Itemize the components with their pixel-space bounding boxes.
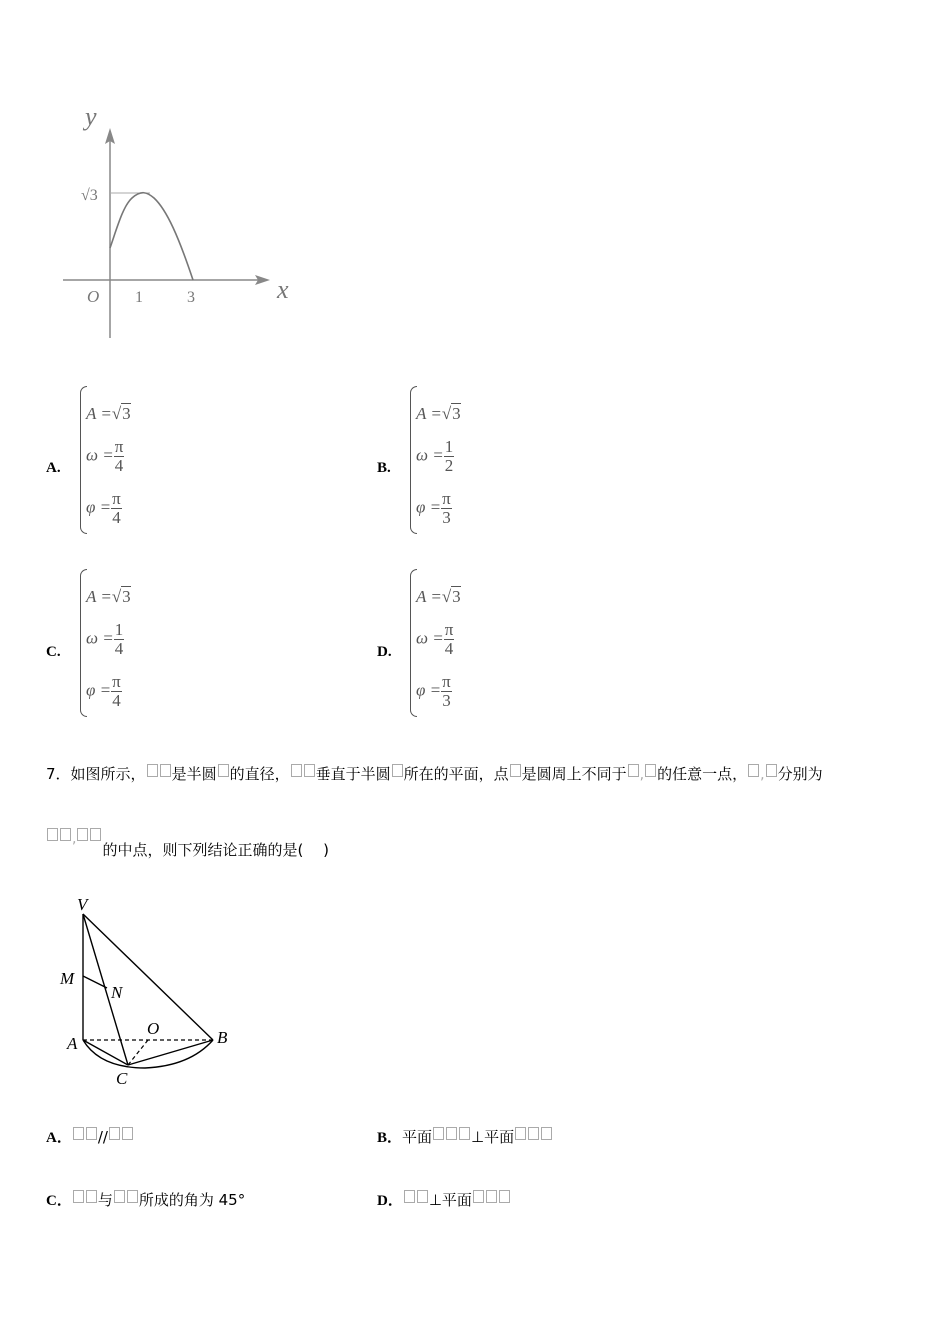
- point-C-label: C: [116, 1069, 128, 1088]
- geometry-figure: [55, 892, 245, 1092]
- omega-num: 1: [444, 437, 454, 456]
- phi-label: φ =: [86, 497, 112, 517]
- omega-num: 1: [114, 620, 124, 639]
- point-A-label: A: [67, 1034, 78, 1053]
- phi-num: π: [442, 489, 451, 508]
- omega-den: 4: [444, 639, 454, 658]
- phi-den: 3: [442, 508, 451, 527]
- q6-option-c-label[interactable]: C.: [46, 644, 61, 660]
- point-V-label: V: [77, 895, 88, 914]
- q7-text: 垂直于半圆: [315, 765, 391, 783]
- amplitude-label: A =: [416, 404, 442, 423]
- sine-curve: [110, 193, 193, 280]
- q7-line-1: 7．如图所示， 是半圆 的直径， 垂直于半圆 所在的平面，点 是圆周上不同于 , 的任意一点， , 分别为: [46, 765, 823, 783]
- q6-option-b-system: A =√3 ω = $\frac{1}{2}$ φ = $\frac{\pi}{3}$: [410, 386, 520, 536]
- segment-OC: [128, 1040, 148, 1065]
- q7-text: 是圆周上不同于: [521, 765, 627, 783]
- perp-symbol: ⊥: [471, 1128, 485, 1146]
- q6-option-d-system: A =√3 ω = $\frac{\pi}{4}$ φ = $\frac{\pi}{3}$: [410, 569, 520, 719]
- q7-text: 的中点，则下列结论正确的是( ): [102, 841, 329, 859]
- q6-option-a-label[interactable]: A.: [46, 460, 61, 476]
- q6-option-b-label[interactable]: B.: [377, 460, 391, 476]
- omega-label: ω =: [86, 628, 114, 648]
- q7-text: 如图所示，: [70, 765, 146, 783]
- q7-option-d-text: 平面: [441, 1191, 472, 1209]
- q7-option-b-text: 平面: [484, 1128, 515, 1146]
- q7-text: 所在的平面，点: [403, 765, 509, 783]
- phi-den: 3: [442, 691, 451, 710]
- q6-option-a-system: A =√3 ω = $\frac{\pi}{4}$ φ = $\frac{\pi}{4}$: [80, 386, 190, 536]
- semicircle-arc: [83, 1040, 213, 1068]
- amplitude-label: A =: [416, 587, 442, 606]
- phi-label: φ =: [416, 497, 442, 517]
- parallel-symbol: //: [97, 1128, 108, 1146]
- q7-option-d-label: D．: [377, 1193, 403, 1209]
- phi-label: φ =: [86, 680, 112, 700]
- omega-num: π: [444, 620, 454, 639]
- origin-label: O: [87, 287, 100, 306]
- q7-option-c-text: 与: [97, 1191, 113, 1209]
- q7-option-a-label: A．: [46, 1130, 72, 1146]
- q7-text: 是半圆: [171, 765, 217, 783]
- q7-number: 7．: [46, 765, 71, 783]
- q6-option-d-label[interactable]: D.: [377, 644, 392, 660]
- omega-num: π: [114, 437, 124, 456]
- amplitude-value: 3: [122, 404, 131, 423]
- omega-label: ω =: [416, 445, 444, 465]
- perp-symbol: ⊥: [428, 1191, 442, 1209]
- point-O-label: O: [147, 1019, 160, 1038]
- phi-den: 4: [112, 508, 121, 527]
- amplitude-value: 3: [452, 404, 461, 423]
- phi-label: φ =: [416, 680, 442, 700]
- q7-line-2: ,的中点，则下列结论正确的是( ): [46, 828, 329, 849]
- amplitude-label: A =: [86, 587, 112, 606]
- phi-den: 4: [112, 691, 121, 710]
- q7-text: 分别为: [777, 765, 823, 783]
- q7-text: 的直径，: [229, 765, 290, 783]
- omega-den: 4: [114, 639, 124, 658]
- q7-option-d[interactable]: [377, 1190, 511, 1211]
- y-tick-sqrt3: √3: [81, 187, 98, 204]
- function-graph: [55, 100, 305, 345]
- point-M-label: M: [60, 969, 75, 988]
- x-axis-label: x: [277, 275, 289, 304]
- q7-option-a[interactable]: [46, 1127, 134, 1148]
- q7-option-c-text: 所成的角为 45°: [138, 1191, 246, 1209]
- x-tick-1: 1: [135, 289, 143, 306]
- y-axis-label: y: [85, 102, 97, 131]
- edge-BC: [128, 1040, 213, 1065]
- q7-option-c-label: C．: [46, 1193, 72, 1209]
- q7-option-b[interactable]: [377, 1127, 553, 1148]
- q7-option-c[interactable]: [46, 1190, 245, 1211]
- q7-text: 的任意一点，: [657, 765, 748, 783]
- omega-label: ω =: [86, 445, 114, 465]
- omega-label: ω =: [416, 628, 444, 648]
- point-B-label: B: [217, 1028, 228, 1047]
- point-N-label: N: [111, 983, 123, 1002]
- amplitude-label: A =: [86, 404, 112, 423]
- omega-den: 4: [114, 456, 124, 475]
- phi-num: π: [112, 489, 121, 508]
- q7-option-b-label: B．: [377, 1130, 403, 1146]
- phi-num: π: [112, 672, 121, 691]
- x-tick-3: 3: [187, 289, 195, 306]
- amplitude-value: 3: [122, 587, 131, 606]
- amplitude-value: 3: [452, 587, 461, 606]
- q7-option-b-text: 平面: [402, 1128, 433, 1146]
- phi-num: π: [442, 672, 451, 691]
- omega-den: 2: [444, 456, 454, 475]
- q6-option-c-system: A =√3 ω = $\frac{1}{4}$ φ = $\frac{\pi}{4}$: [80, 569, 190, 719]
